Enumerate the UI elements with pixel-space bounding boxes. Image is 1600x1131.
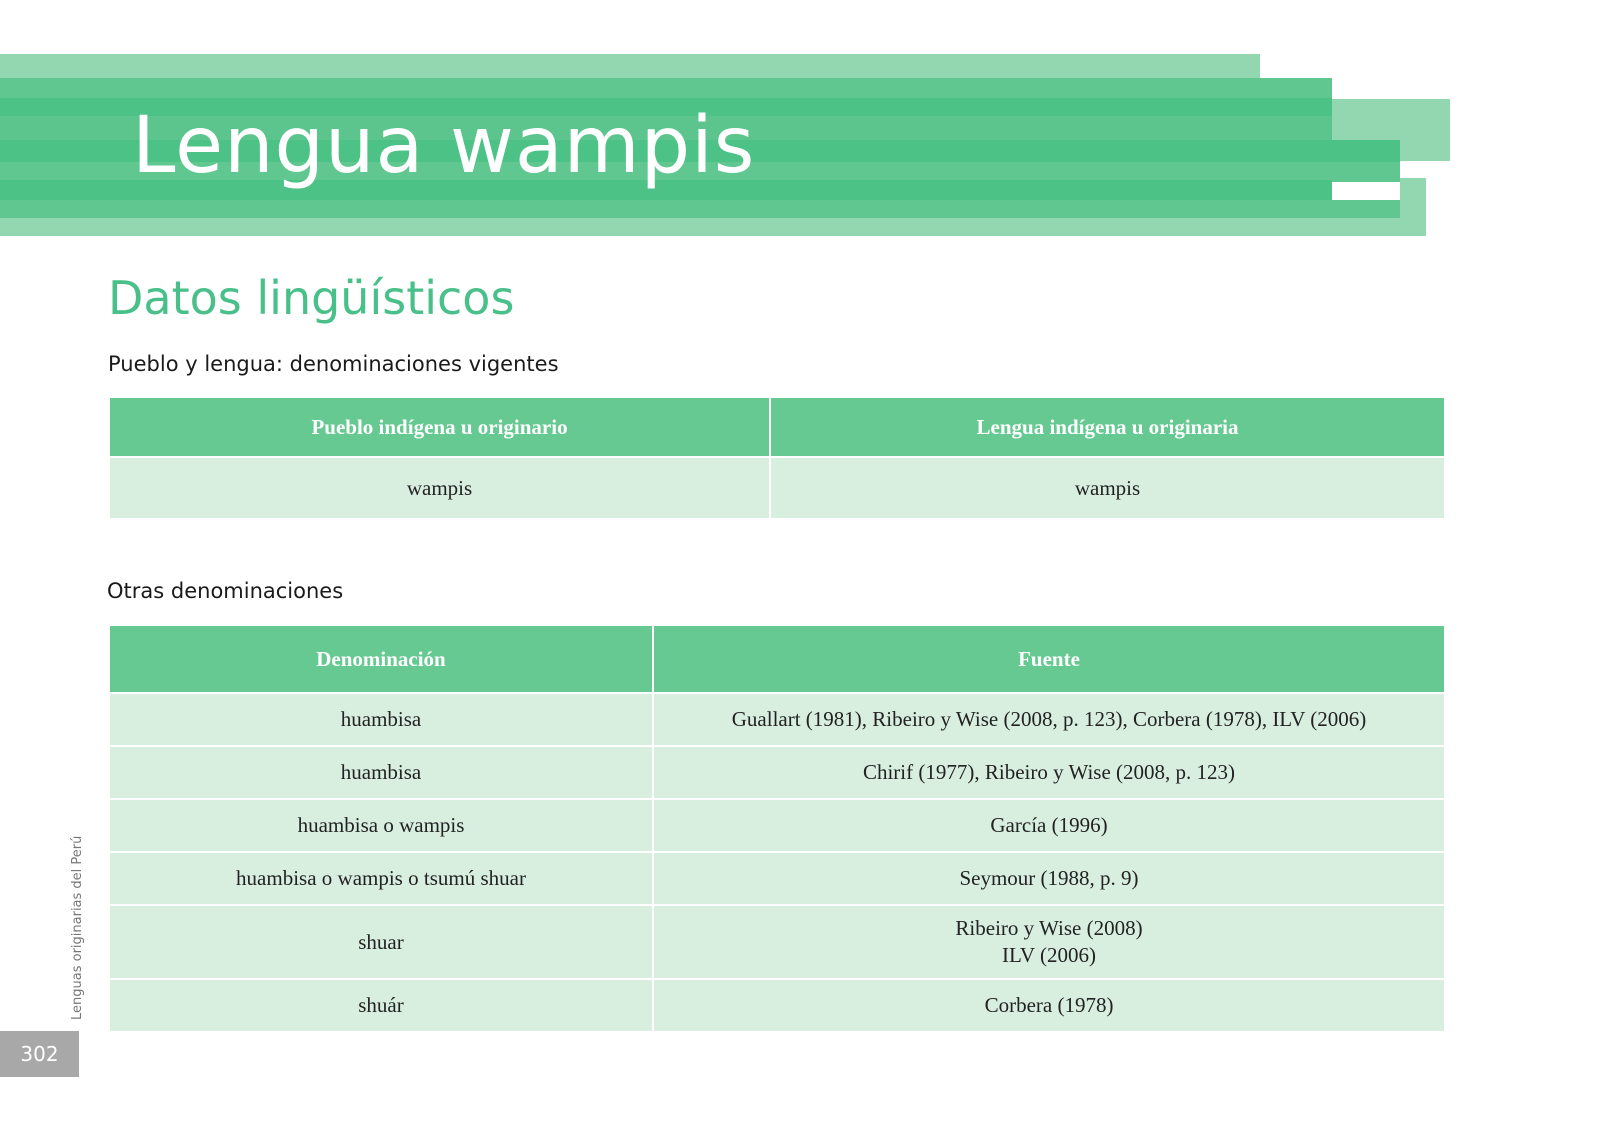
table-row [109,457,1445,519]
table-header-row [109,625,1445,693]
column-header-lengua: Lengua indígena u originaria [770,397,1445,457]
source-line: García (1996) [990,813,1108,837]
page-title: Lengua wampis [132,101,756,191]
source-line: Seymour (1988, p. 9) [959,866,1139,890]
column-header-pueblo: Pueblo indígena u originario [109,397,770,457]
table-row [109,852,1445,905]
source-line: Corbera (1978) [984,993,1114,1017]
cell-denominacion: shuár [109,979,653,1032]
banner-stripe [0,218,1426,236]
table-row [109,979,1445,1032]
other-names-subtitle: Otras denominaciones [107,579,344,603]
page-number: 302 [0,1031,79,1077]
column-header-fuente: Fuente [653,625,1445,693]
source-line: ILV (2006) [1002,943,1096,967]
source-line: Ribeiro y Wise (2008) [955,916,1143,940]
cell-fuente [653,979,1445,1032]
cell-fuente [653,693,1445,746]
current-names-table [108,396,1446,520]
table-row [109,746,1445,799]
cell-denominacion: shuar [109,905,653,979]
cell-denominacion: huambisa o wampis [109,799,653,852]
current-names-subtitle: Pueblo y lengua: denominaciones vigentes [108,352,559,376]
cell-denominacion: huambisa [109,746,653,799]
source-line: Chirif (1977), Ribeiro y Wise (2008, p. 123) [862,760,1236,784]
cell-lengua: wampis [770,457,1445,519]
section-title: Datos lingüísticos [108,271,515,325]
cell-fuente [653,905,1445,979]
cell-pueblo: wampis [109,457,770,519]
cell-fuente [653,799,1445,852]
table-row [109,693,1445,746]
banner-stripe [0,200,1400,220]
table-row [109,799,1445,852]
cell-denominacion: huambisa o wampis o tsumú shuar [109,852,653,905]
table-header-row [109,397,1445,457]
cell-denominacion: huambisa [109,693,653,746]
source-line: Guallart (1981), Ribeiro y Wise (2008, p. 123), Corbera (1978), ILV (2006) [731,707,1367,731]
title-banner [0,0,1600,250]
column-header-denominacion: Denominación [109,625,653,693]
cell-fuente [653,852,1445,905]
book-title-side-label: Lenguas originarias del Perú [70,835,85,1020]
table-row [109,905,1445,979]
cell-fuente [653,746,1445,799]
other-names-table [108,624,1446,1033]
